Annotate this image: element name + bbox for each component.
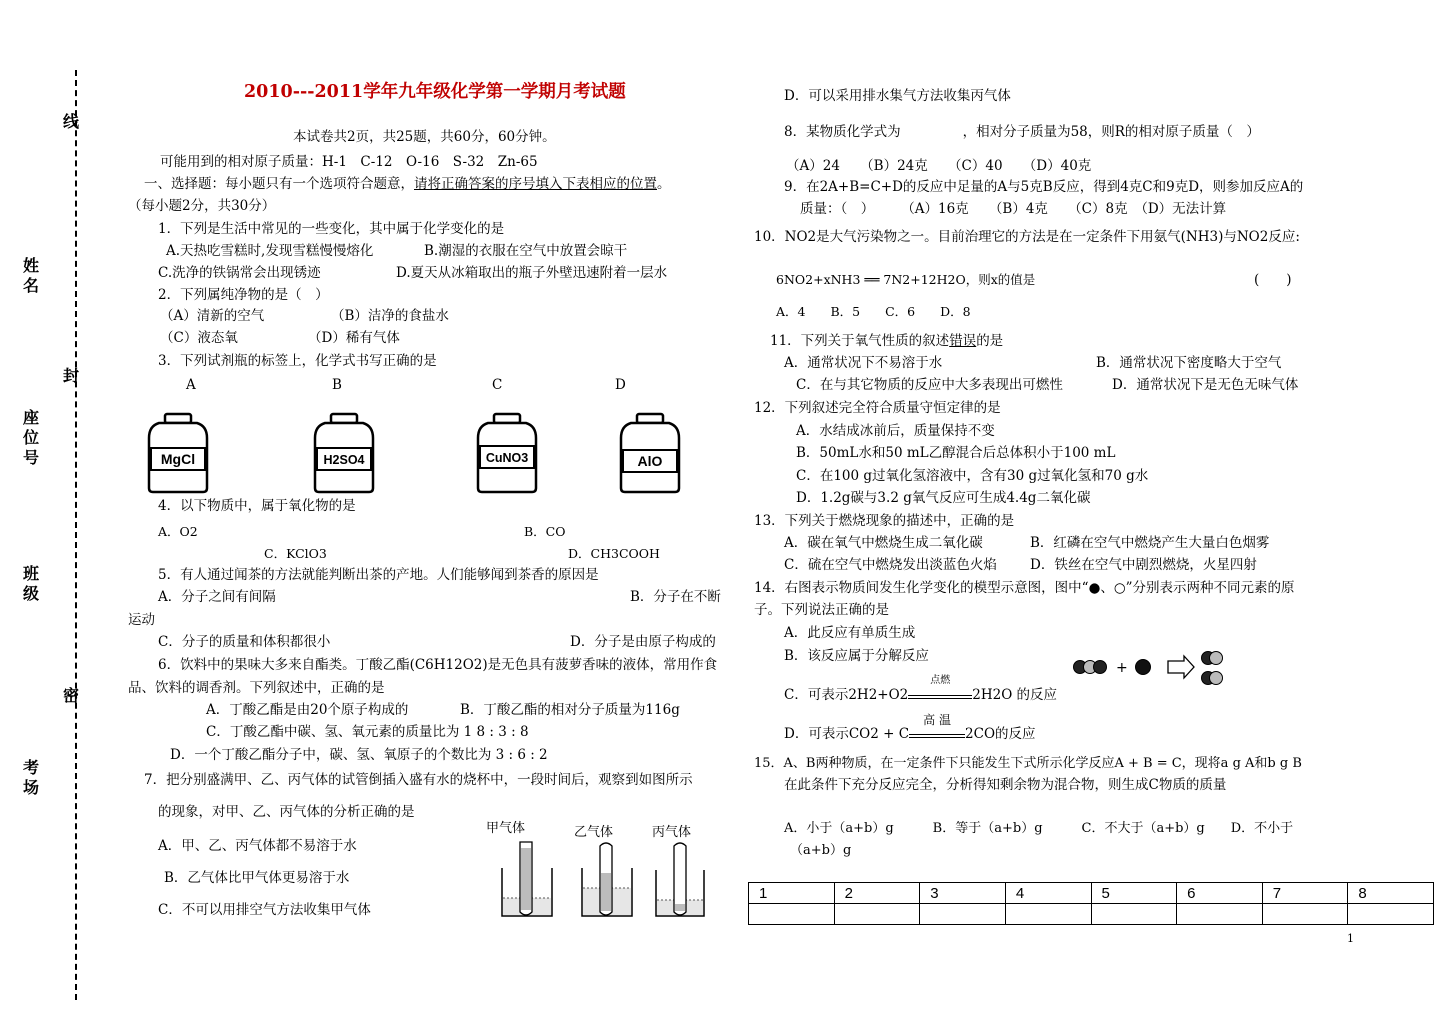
q11-option-b: B．通常状况下密度略大于空气: [1096, 355, 1282, 371]
q4-option-b: B．CO: [524, 524, 566, 539]
answer-number-cell: 4: [1005, 883, 1091, 904]
q7-option-c: C．不可以用排空气方法收集甲气体: [158, 902, 371, 918]
q15-line2: 在此条件下充分反应完全，分析得知剩余物为混合物，则生成C物质的质量: [784, 777, 1227, 793]
fig-label-yi: 乙气体: [574, 825, 614, 840]
answer-blank-cell[interactable]: [1177, 904, 1263, 925]
q5-option-a: A．分子之间有间隔: [158, 589, 276, 605]
answer-blank-cell[interactable]: [1091, 904, 1177, 925]
q13-option-a: A．碳在氧气中燃烧生成二氧化碳: [784, 535, 983, 551]
reagent-bottle-b: [311, 412, 377, 494]
q8-stem-suffix: ，相对分子质量为58，则R的相对原子质量（ ）: [962, 124, 1260, 140]
q2-option-b: （B）洁净的食盐水: [331, 308, 449, 324]
answer-number-cell: 7: [1262, 883, 1348, 904]
answer-blank-cell[interactable]: [749, 904, 835, 925]
q14-option-a: A．此反应有单质生成: [784, 625, 916, 641]
bottle-b-label: H2SO4: [323, 453, 365, 467]
q1-stem: 1．下列是生活中常见的一些变化，其中属于化学变化的是: [158, 221, 505, 237]
answer-number-cell: 2: [834, 883, 920, 904]
q6-stem-line1: 6．饮料中的果味大多来自酯类。丁酸乙酯(C6H12O2)是无色具有菠萝香味的液体，常用作食: [158, 657, 718, 673]
binding-secret-label: 密: [62, 686, 79, 705]
q3-letter-d: D: [615, 377, 626, 393]
q15-options: A．小于（a+b）g B．等于（a+b）g C．不大于（a+b）g D．不小于: [784, 821, 1294, 836]
reagent-bottle-a: [145, 412, 211, 494]
q1-option-c: C.洗净的铁锅常会出现锈迹: [158, 265, 321, 281]
q12-option-a: A．水结成冰前后，质量保持不变: [796, 423, 995, 439]
q9-line2: 质量：（ ） （A）16克 （B）4克 （C）8克 （D）无法计算: [800, 201, 1227, 217]
bottle-d-label: AlO: [637, 453, 663, 469]
answer-table: [748, 882, 1434, 925]
q11-option-a: A．通常状况下不易溶于水: [784, 355, 943, 371]
q5-option-b-cont: 运动: [128, 612, 155, 628]
q11-stem-prefix: 11．下列关于氧气性质的叙述: [770, 333, 950, 349]
q1-option-d: D.夏天从冰箱取出的瓶子外壁迅速附着一层水: [396, 265, 668, 281]
q4-option-c: C．KClO3: [264, 546, 327, 561]
q10-line1: 10．NO2是大气污染物之一。目前治理它的方法是在一定条件下用氨气(NH3)与NO2反应:: [754, 229, 1300, 245]
q3-stem: 3．下列试剂瓶的标签上，化学式书写正确的是: [158, 353, 437, 369]
q6-option-c: C．丁酸乙酯中碳、氢、氧元素的质量比为 1 8 : 3 : 8: [206, 724, 529, 740]
name-field-label: 姓名: [22, 256, 39, 295]
q7-stem-line2: 的现象，对甲、乙、丙气体的分析正确的是: [158, 804, 415, 820]
q6-option-a: A．丁酸乙酯是由20个原子构成的: [206, 702, 409, 718]
q14-line2: 子。下列说法正确的是: [754, 602, 889, 618]
svg-text:+: +: [1116, 660, 1128, 676]
q14-c-condition: [908, 675, 972, 699]
q8-stem: [784, 124, 1260, 140]
q12-option-c: C．在100 g过氧化氢溶液中，含有30 g过氧化氢和70 g水: [796, 468, 1149, 484]
seat-field-label: 座位号: [22, 408, 39, 467]
answer-table-header-row: [749, 883, 1434, 904]
q2-option-d: （D）稀有气体: [308, 330, 400, 346]
bottle-a-label: MgCl: [160, 451, 196, 467]
section1-instructions: [144, 176, 671, 192]
answer-number-cell: 5: [1091, 883, 1177, 904]
q14-c-suffix: 2H2O 的反应: [972, 687, 1058, 703]
q12-option-d: D．1.2g碳与3.2 g氧气反应可生成4.4g二氧化碳: [796, 490, 1091, 506]
section1-prefix: 一、选择题：每小题只有一个选项符合题意，: [144, 176, 414, 192]
q14-molecule-model: [1070, 648, 1230, 688]
q11-option-c: C．在与其它物质的反应中大多表现出可燃性: [796, 377, 1063, 393]
answer-table-answer-row: [749, 904, 1434, 925]
answer-number-cell: 8: [1348, 883, 1434, 904]
section1-suffix: 。: [657, 176, 671, 192]
q6-option-b: B．丁酸乙酯的相对分子质量为116g: [460, 702, 680, 718]
q10-answer-paren: ( ): [1254, 272, 1292, 288]
class-field-label: 班级: [22, 564, 39, 603]
q14-line1: 14．右图表示物质间发生化学变化的模型示意图，图中“●、○”分别表示两种不同元素的原: [754, 580, 1295, 596]
q8-stem-prefix: 8．某物质化学式为: [784, 124, 901, 140]
exam-info: 本试卷共2页，共25题，共60分，60分钟。: [293, 129, 556, 145]
binding-seal-label: 封: [62, 366, 79, 385]
q11-option-d: D．通常状况下是无色无味气体: [1112, 377, 1299, 393]
reagent-bottle-d: [617, 412, 683, 494]
q14-option-d: [784, 713, 1036, 742]
q14-d-prefix: D．可表示CO2 + C: [784, 726, 910, 742]
q8-options: （A）24 （B）24克 （C）40 （D）40克: [786, 158, 1092, 174]
q6-option-d: D．一个丁酸乙酯分子中，碳、氢、氧原子的个数比为 3 : 6 : 2: [170, 747, 548, 763]
q15-options-cont: （a+b）g: [790, 843, 852, 858]
q6-stem-line2: 品、饮料的调香剂。下列叙述中，正确的是: [128, 680, 385, 696]
q10-line2: 6NO2+xNH3 ══ 7N2+12H2O，则x的值是: [776, 272, 1036, 287]
q1-option-b: B.潮湿的衣服在空气中放置会晾干: [424, 243, 628, 259]
answer-blank-cell[interactable]: [834, 904, 920, 925]
q4-option-a: A．O2: [158, 524, 198, 539]
q14-c-cond-text: 点燃: [930, 675, 951, 686]
q7-option-a: A．甲、乙、丙气体都不易溶于水: [158, 838, 357, 854]
q11-stem-underlined: 错误: [949, 333, 977, 349]
q5-option-d: D．分子是由原子构成的: [570, 634, 716, 650]
q3-letter-b: B: [332, 377, 342, 393]
answer-blank-cell[interactable]: [1262, 904, 1348, 925]
q15-line1: 15．A、B两种物质，在一定条件下只能发生下式所示化学反应A + B = C，现将a g A和b g B: [754, 756, 1302, 771]
binding-line-label: 线: [62, 112, 79, 131]
answer-number-cell: 6: [1177, 883, 1263, 904]
q14-c-prefix: C．可表示2H2+O2: [784, 687, 909, 703]
q5-stem: 5．有人通过闻茶的方法就能判断出茶的产地。人们能够闻到茶香的原因是: [158, 567, 599, 583]
page-number: 1: [1347, 932, 1354, 945]
q3-letter-a: A: [186, 377, 196, 393]
q12-option-b: B．50mL水和50 mL乙醇混合后总体积小于100 mL: [796, 445, 1116, 461]
bottle-c-label: CuNO3: [485, 451, 529, 465]
q10-options: A．4 B．5 C．6 D．8: [776, 304, 971, 319]
q14-d-suffix: 2CO的反应: [965, 726, 1036, 742]
q5-option-b: B．分子在不断: [630, 589, 721, 605]
room-field-label: 考场: [22, 758, 39, 797]
q13-option-c: C．硫在空气中燃烧发出淡蓝色火焰: [784, 557, 997, 573]
reagent-bottle-c: [474, 412, 540, 494]
q12-stem: 12．下列叙述完全符合质量守恒定律的是: [754, 400, 1001, 416]
q4-option-d: D．CH3COOH: [568, 546, 660, 561]
atomic-masses: 可能用到的相对原子质量：H-1 C-12 O-16 S-32 Zn-65: [160, 154, 538, 170]
q14-option-b: B．该反应属于分解反应: [784, 648, 929, 664]
q7-option-d: D．可以采用排水集气方法收集丙气体: [784, 88, 1011, 104]
q1-option-a: A.天热吃雪糕时,发现雪糕慢慢熔化: [166, 243, 374, 259]
answer-blank-cell[interactable]: [1005, 904, 1091, 925]
answer-number-cell: 3: [920, 883, 1006, 904]
answer-blank-cell[interactable]: [920, 904, 1006, 925]
section1-score: （每小题2分，共30分）: [128, 198, 276, 214]
q2-option-c: （C）液态氧: [160, 330, 238, 346]
fig-label-bing: 丙气体: [652, 825, 692, 840]
binding-dashed-line: [75, 70, 77, 1000]
q7-option-b: B．乙气体比甲气体更易溶于水: [164, 870, 350, 886]
q2-stem: 2．下列属纯净物的是（ ）: [158, 287, 329, 303]
q14-d-cond-text: 高 温: [923, 713, 951, 727]
q3-letter-c: C: [492, 377, 503, 393]
q11-stem: [770, 333, 1003, 349]
exam-title: 2010---2011学年九年级化学第一学期月考试题: [244, 82, 626, 102]
q13-option-d: D．铁丝在空气中剧烈燃烧，火星四射: [1030, 557, 1257, 573]
q13-stem: 13．下列关于燃烧现象的描述中，正确的是: [754, 513, 1015, 529]
q13-option-b: B．红磷在空气中燃烧产生大量白色烟雾: [1030, 535, 1270, 551]
q14-d-condition: [909, 713, 965, 738]
fig-label-jia: 甲气体: [486, 821, 526, 836]
q5-option-c: C．分子的质量和体积都很小: [158, 634, 331, 650]
answer-number-cell: 1: [749, 883, 835, 904]
q4-stem: 4．以下物质中，属于氧化物的是: [158, 498, 356, 514]
q11-stem-suffix: 的是: [976, 333, 1004, 349]
q14-option-c: [784, 675, 1058, 703]
q2-option-a: （A）清新的空气: [160, 308, 265, 324]
q7-stem-line1: 7．把分别盛满甲、乙、丙气体的试管倒插入盛有水的烧杯中，一段时间后，观察到如图所示: [144, 772, 693, 788]
answer-blank-cell[interactable]: [1348, 904, 1434, 925]
q7-gas-tubes-figure: [482, 818, 712, 922]
section1-underlined: 请将正确答案的序号填入下表相应的位置: [414, 176, 657, 192]
q9-line1: 9．在2A+B=C+D的反应中足量的A与5克B反应，得到4克C和9克D，则参加反应A的: [784, 179, 1304, 195]
